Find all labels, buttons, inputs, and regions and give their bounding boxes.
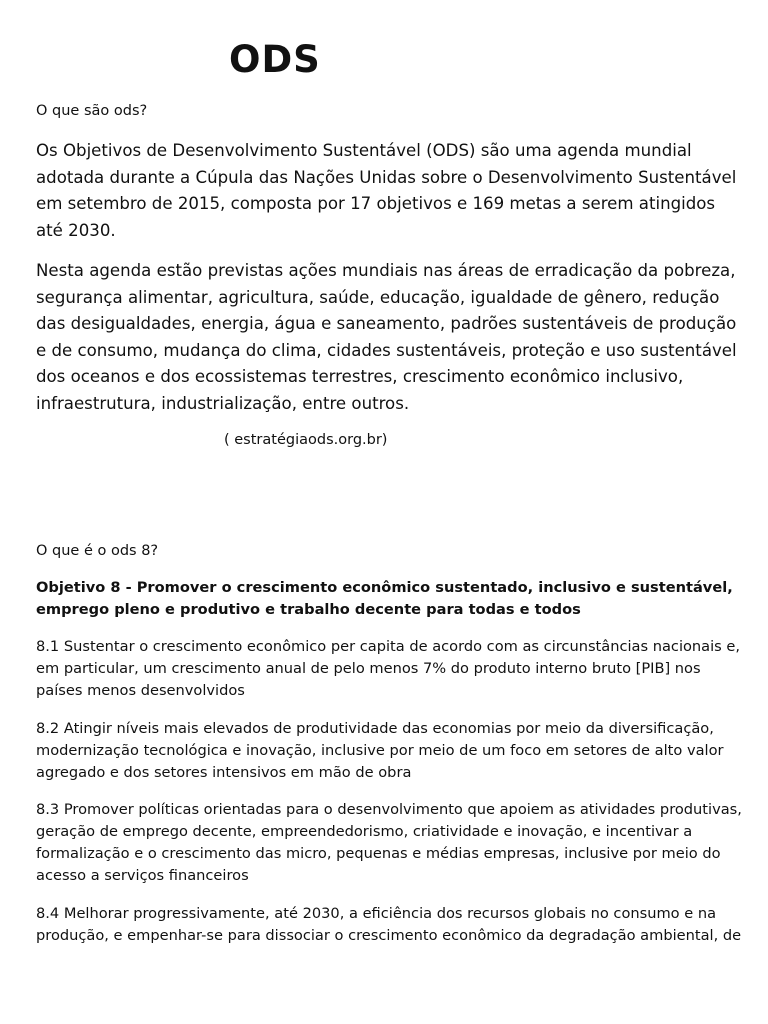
objective-8-heading: Objetivo 8 - Promover o crescimento econômico sustentado, inclusivo e sustentável, emprego pleno e produtivo e trabalho decente para todas e todos [36,579,733,618]
intro-paragraph-1: Os Objetivos de Desenvolvimento Sustentável (ODS) são uma agenda mundial adotada durante a Cúpula das Nações Unidas sobre o Desenvolvimento Sustentável em setembro de 2015, composta por 17 objetivos e 169 metas a serem atingidos até 2030. [36,141,737,240]
question-what-are-ods: O que são ods? [36,103,148,119]
intro-paragraph-2: Nesta agenda estão previstas ações mundiais nas áreas de erradicação da pobreza, segurança alimentar, agricultura, saúde, educação, igualdade de gênero, redução das desigualdades, energia, água e saneamento, padrões sustentáveis de produção e de consumo, mudança do clima, cidades sustentáveis, proteção e uso sustentável dos oceanos e dos ecossistemas terrestres, crescimento econômico inclusivo, infraestrutura, industrialização, entre outros. [36,261,737,413]
question-what-is-ods-8: O que é o ods 8? [36,543,159,559]
target-8-1: 8.1 Sustentar o crescimento econômico per capita de acordo com as circunstâncias nacionais e, em particular, um crescimento anual de pelo menos 7% do produto interno bruto [PIB] nos países menos desenvolvidos [36,638,741,699]
target-8-2: 8.2 Atingir níveis mais elevados de produtividade das economias por meio da diversificação, modernização tecnológica e inovação, inclusive por meio de um foco em setores de alto valor agregado e dos setores intensivos em mão de obra [36,720,724,781]
target-8-3: 8.3 Promover políticas orientadas para o desenvolvimento que apoiem as atividades produtivas, geração de emprego decente, empreendedorismo, criatividade e inovação, e incentivar a formalização e o crescimento das micro, pequenas e médias empresas, inclusive por meio do acesso a serviços financeiros [36,801,742,884]
target-8-4: 8.4 Melhorar progressivamente, até 2030, a eficiência dos recursos globais no consumo e na produção, e empenhar-se para dissociar o crescimento econômico da degradação ambiental, de [36,905,742,944]
source-citation: ( estratégiaods.org.br) [224,432,388,448]
document-title: ODS [229,38,321,81]
